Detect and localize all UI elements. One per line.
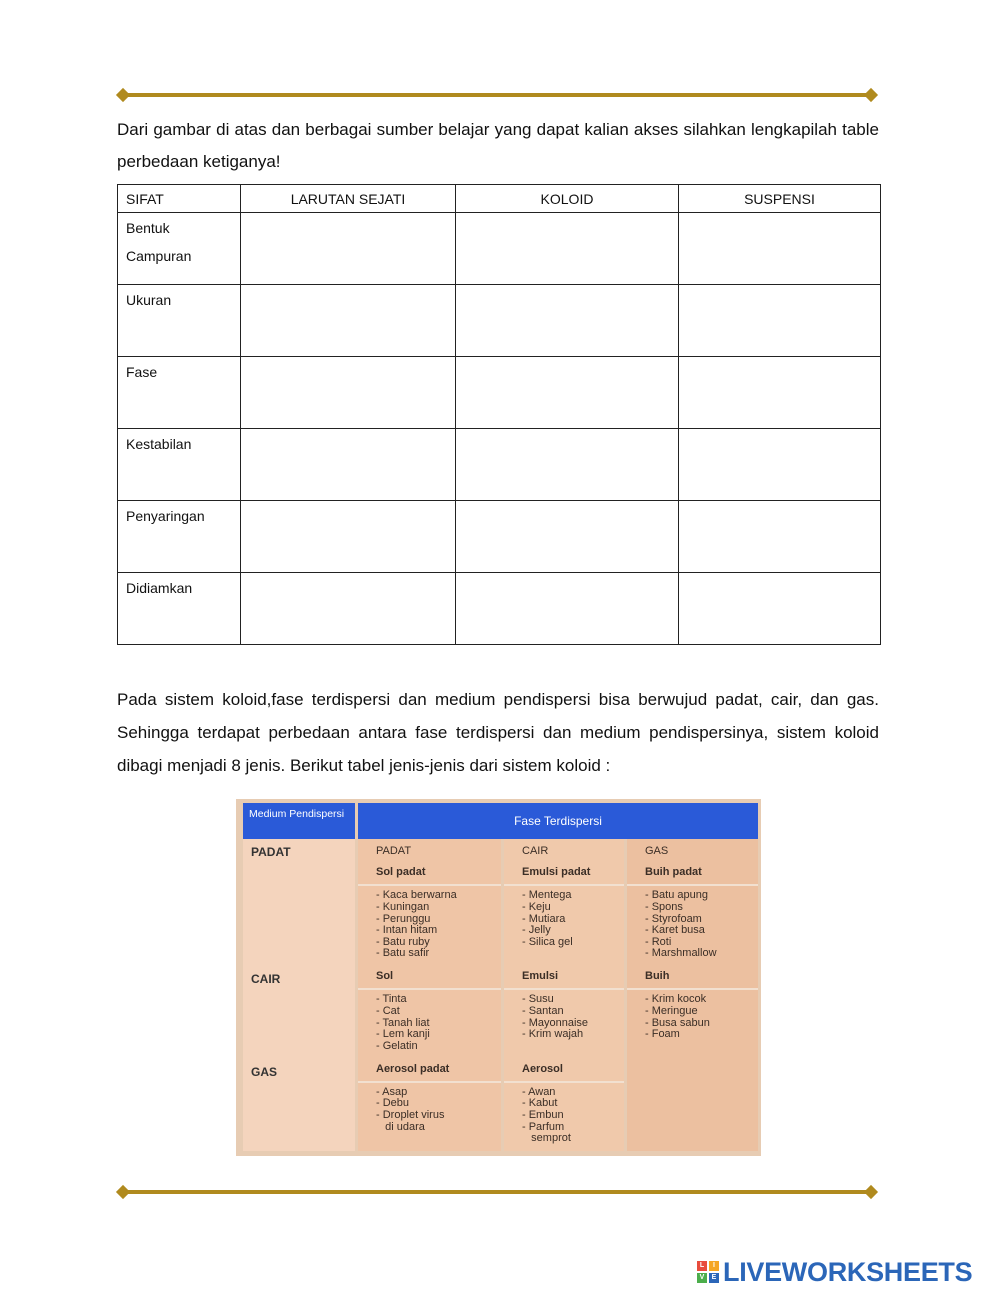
type-sol-padat: Sol padat: [358, 863, 501, 886]
examples-emulsi: - Susu - Santan - Mayonnaise - Krim wajah: [504, 990, 624, 1058]
table-row: [118, 429, 881, 501]
type-buih: Buih: [627, 966, 758, 990]
row-label-fase: Fase: [118, 357, 241, 429]
liveworksheets-logo-icon: L I V E: [697, 1261, 719, 1283]
answer-cell[interactable]: [241, 213, 456, 285]
row-label-ukuran: Ukuran: [118, 285, 241, 357]
table-header-row: [118, 185, 881, 213]
answer-cell[interactable]: [241, 573, 456, 645]
answer-cell[interactable]: [679, 213, 881, 285]
col-header-gas: GAS: [627, 839, 758, 863]
examples-aerosol-padat: - Asap - Debu - Droplet virus di udara: [358, 1083, 501, 1151]
answer-cell[interactable]: [679, 573, 881, 645]
header-sifat: SIFAT: [118, 185, 241, 213]
top-divider: [117, 89, 877, 101]
difference-table: [117, 184, 881, 645]
row-label-penyaringan: Penyaringan: [118, 501, 241, 573]
type-emulsi: Emulsi: [504, 966, 624, 990]
row-label-kestabilan: Kestabilan: [118, 429, 241, 501]
answer-cell[interactable]: [456, 429, 679, 501]
answer-cell[interactable]: [241, 501, 456, 573]
col-header-padat: PADAT: [358, 839, 501, 863]
fase-terdispersi-header: Fase Terdispersi: [358, 803, 758, 839]
answer-cell[interactable]: [241, 285, 456, 357]
koloid-types-image: [236, 799, 761, 1156]
header-koloid: KOLOID: [456, 185, 679, 213]
type-sol: Sol: [358, 966, 501, 990]
row-label-bentuk-campuran: Bentuk Campuran: [118, 213, 241, 285]
table-row: [118, 357, 881, 429]
answer-cell[interactable]: [241, 357, 456, 429]
type-aerosol-padat: Aerosol padat: [358, 1059, 501, 1083]
table-row: [118, 573, 881, 645]
examples-emulsi-padat: - Mentega - Keju - Mutiara - Jelly - Silica gel: [504, 886, 624, 966]
medium-padat: PADAT: [243, 839, 355, 966]
examples-buih-padat: - Batu apung - Spons - Styrofoam - Karet busa - Roti - Marshmallow: [627, 886, 758, 966]
medium-gas: GAS: [243, 1059, 355, 1151]
header-suspensi: SUSPENSI: [679, 185, 881, 213]
answer-cell[interactable]: [679, 501, 881, 573]
answer-cell[interactable]: [456, 285, 679, 357]
col-header-cair: CAIR: [504, 839, 624, 863]
answer-cell[interactable]: [456, 501, 679, 573]
table-row: [118, 285, 881, 357]
answer-cell[interactable]: [456, 213, 679, 285]
intro-paragraph: Dari gambar di atas dan berbagai sumber belajar yang dapat kalian akses silahkan lengkapilah table perbedaan ketiganya!: [117, 120, 879, 171]
medium-cair: CAIR: [243, 966, 355, 1058]
medium-pendispersi-header: Medium Pendispersi: [243, 803, 355, 839]
bottom-divider: [117, 1186, 877, 1198]
examples-aerosol: - Awan - Kabut - Embun - Parfum semprot: [504, 1083, 624, 1151]
type-buih-padat: Buih padat: [627, 863, 758, 886]
liveworksheets-logo[interactable]: [697, 1258, 972, 1286]
answer-cell[interactable]: [456, 357, 679, 429]
examples-sol-padat: - Kaca berwarna - Kuningan - Perunggu - Intan hitam - Batu ruby - Batu safir: [358, 886, 501, 966]
type-aerosol: Aerosol: [504, 1059, 624, 1083]
empty-gas-cell: [627, 1059, 758, 1151]
table-row: [118, 501, 881, 573]
examples-sol: - Tinta - Cat - Tanah liat - Lem kanji - Gelatin: [358, 990, 501, 1058]
row-label-didiamkan: Didiamkan: [118, 573, 241, 645]
answer-cell[interactable]: [679, 357, 881, 429]
type-emulsi-padat: Emulsi padat: [504, 863, 624, 886]
header-larutan-sejati: LARUTAN SEJATI: [241, 185, 456, 213]
table-row: [118, 213, 881, 285]
answer-cell[interactable]: [679, 285, 881, 357]
answer-cell[interactable]: [456, 573, 679, 645]
answer-cell[interactable]: [241, 429, 456, 501]
liveworksheets-logo-text: LIVEWORKSHEETS: [723, 1256, 973, 1287]
examples-buih: - Krim kocok - Meringue - Busa sabun - Foam: [627, 990, 758, 1058]
answer-cell[interactable]: [679, 429, 881, 501]
koloid-paragraph: Pada sistem koloid,fase terdispersi dan medium pendispersi bisa berwujud padat, cair, dan gas. Sehingga terdapat perbedaan antara fase terdispersi dan medium pendispersinya, sistem koloid dibagi menjadi 8 jenis. Berikut tabel jenis-jenis dari sistem koloid :: [117, 690, 879, 775]
